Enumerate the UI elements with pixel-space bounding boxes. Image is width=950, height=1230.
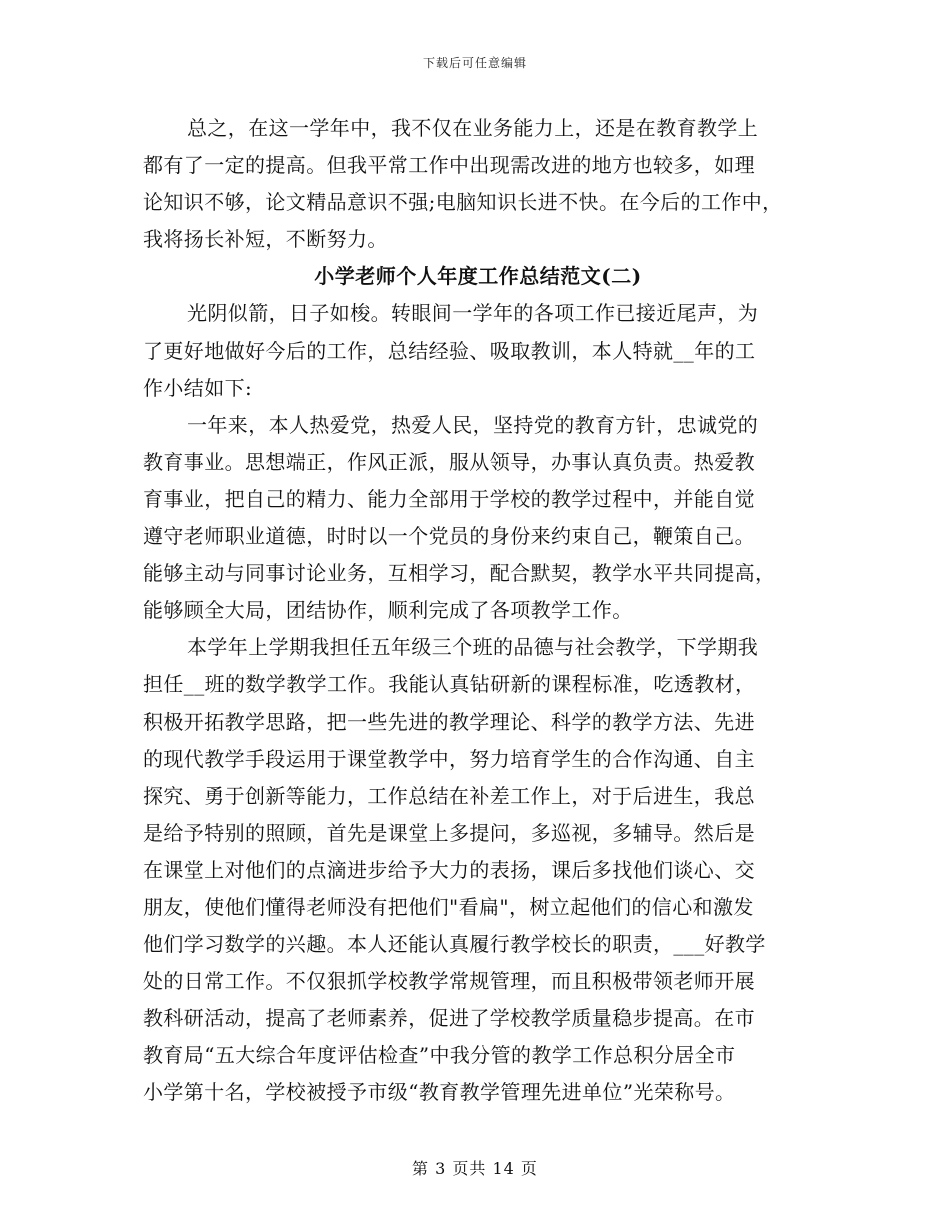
body-line: 本学年上学期我担任五年级三个班的品德与社会教学，下学期我: [187, 635, 759, 660]
body-line: 一年来，本人热爱党，热爱人民，坚持党的教育方针，忠诚党的: [187, 412, 759, 437]
body-line: 的现代教学手段运用于课堂教学中，努力培育学生的合作沟通、自主: [143, 746, 755, 771]
body-line: 都有了一定的提高。但我平常工作中出现需改进的地方也较多，如理: [143, 153, 755, 178]
body-line: 作小结如下:: [143, 375, 253, 400]
body-line: 担任__班的数学教学工作。我能认真钻研新的课程标准，吃透教材，: [143, 672, 756, 697]
body-line: 总之，在这一学年中，我不仅在业务能力上，还是在教育教学上: [187, 116, 759, 140]
section-title: 小学老师个人年度工作总结范文(二): [314, 264, 642, 289]
body-line: 光阴似箭，日子如梭。转眼间一学年的各项工作已接近尾声，为: [187, 301, 759, 326]
body-line: 育事业，把自己的精力、能力全部用于学校的教学过程中，并能自觉: [143, 486, 755, 511]
body-line: 教育局“五大综合年度评估检查”中我分管的教学工作总积分居全市: [143, 1043, 736, 1068]
header-note: 下载后可任意编辑: [422, 56, 527, 70]
body-line: 小学第十名，学校被授予市级“教育教学管理先进单位”光荣称号。: [143, 1080, 736, 1105]
body-line: 他们学习数学的兴趣。本人还能认真履行教学校长的职责，___好教学: [143, 932, 766, 957]
body-line: 教育事业。思想端正，作风正派，服从领导，办事认真负责。热爱教: [143, 449, 755, 474]
body-line: 能够顾全大局，团结协作，顺利完成了各项教学工作。: [143, 598, 633, 623]
body-line: 朋友，使他们懂得老师没有把他们"看扁"，树立起他们的信心和激发: [143, 894, 754, 919]
document-body: [143, 110, 813, 1112]
body-line: 处的日常工作。不仅狠抓学校教学常规管理，而且积极带领老师开展: [143, 969, 755, 994]
body-line: 是给予特别的照顾，首先是课堂上多提问，多巡视，多辅导。然后是: [143, 820, 755, 845]
body-line: 能够主动与同事讨论业务，互相学习，配合默契，教学水平共同提高，: [143, 561, 776, 586]
body-line: 遵守老师职业道德，时时以一个党员的身份来约束自己，鞭策自己。: [143, 524, 755, 549]
page-number: 第 3 页共 14 页: [412, 1159, 538, 1178]
body-line: 积极开拓教学思路，把一些先进的教学理论、科学的教学方法、先进: [143, 709, 755, 734]
body-line: 探究、勇于创新等能力，工作总结在补差工作上，对于后进生，我总: [143, 783, 755, 808]
body-line: 我将扬长补短，不断努力。: [143, 227, 388, 252]
body-line: 在课堂上对他们的点滴进步给予大力的表扬，课后多找他们谈心、交: [143, 857, 755, 882]
body-line: 教科研活动，提高了老师素养，促进了学校教学质量稳步提高。在市: [143, 1006, 755, 1031]
body-line: 了更好地做好今后的工作，总结经验、吸取教训，本人特就__年的工: [143, 338, 756, 363]
body-line: 论知识不够，论文精品意识不强;电脑知识长进不快。在今后的工作中，: [143, 190, 783, 215]
